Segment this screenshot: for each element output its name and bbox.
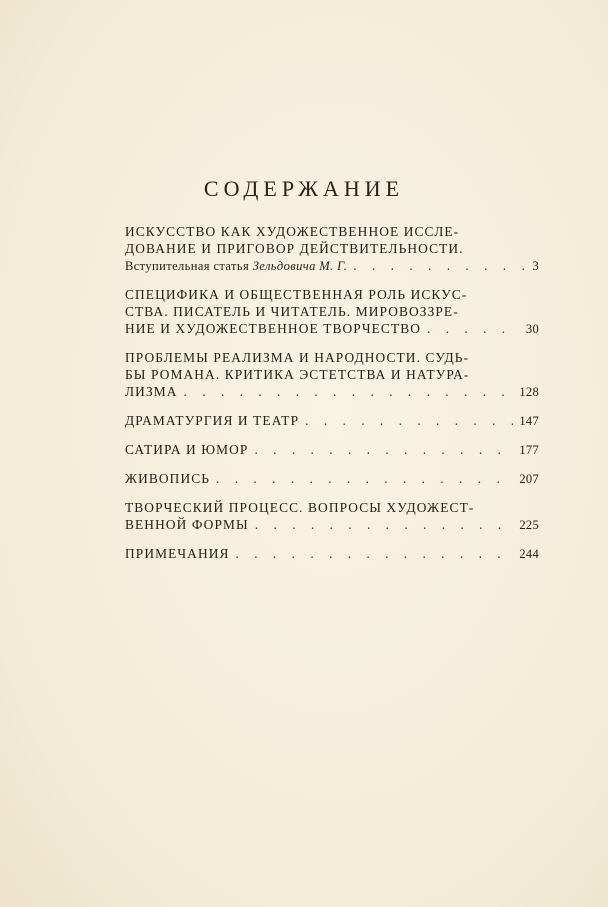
leader-dots (255, 516, 514, 533)
toc-entry-line: ВЕННОЙ ФОРМЫ (125, 517, 249, 532)
toc-page-number: 3 (532, 259, 539, 273)
toc-entry-line: ЛИЗМА (125, 384, 178, 399)
toc-page-number: 147 (519, 414, 539, 428)
toc-page-number: 177 (519, 443, 539, 457)
table-of-contents (125, 222, 539, 573)
leader-dots (216, 470, 513, 487)
leader-dots (427, 320, 520, 337)
toc-entry-line: ДОВАНИЕ И ПРИГОВОР ДЕЙСТВИТЕЛЬНОСТИ. (125, 241, 464, 256)
leader-dots (353, 257, 526, 274)
toc-entry-line: СТВА. ПИСАТЕЛЬ И ЧИТАТЕЛЬ. МИРОВОЗЗРЕ- (125, 304, 459, 319)
toc-entry-subtitle: Вступительная статья Зельдовича М. Г. (125, 259, 348, 273)
leader-dots (184, 383, 514, 400)
toc-page-number: 128 (519, 385, 539, 399)
toc-entry-line: ЖИВОПИСЬ (125, 471, 211, 486)
toc-entry-line: ПРОБЛЕМЫ РЕАЛИЗМА И НАРОДНОСТИ. СУДЬ- (125, 350, 470, 365)
toc-page-number: 244 (519, 547, 539, 561)
toc-entry-author: Зельдовича М. Г. (252, 259, 348, 273)
toc-page-number: 207 (519, 472, 539, 486)
leader-dots (305, 412, 513, 429)
toc-page-number: 30 (525, 322, 539, 336)
toc-entry-3[interactable] (125, 348, 539, 401)
leader-dots (236, 545, 514, 562)
toc-entry-line: НИЕ И ХУДОЖЕСТВЕННОЕ ТВОРЧЕСТВО (125, 321, 422, 336)
toc-entry-line: ИСКУССТВО КАК ХУДОЖЕСТВЕННОЕ ИССЛЕ- (125, 224, 460, 239)
toc-entry-2[interactable] (125, 285, 539, 338)
page-title: СОДЕРЖАНИЕ (203, 176, 405, 201)
toc-entry-8[interactable] (125, 544, 539, 563)
toc-entry-6[interactable] (125, 469, 539, 488)
toc-entry-line: ДРАМАТУРГИЯ И ТЕАТР (125, 413, 300, 428)
toc-page-number: 225 (519, 518, 539, 532)
toc-entry-line: БЫ РОМАНА. КРИТИКА ЭСТЕТСТВА И НАТУРА- (125, 367, 470, 382)
toc-entry-1[interactable] (125, 222, 539, 275)
toc-entry-5[interactable] (125, 440, 539, 459)
leader-dots (254, 441, 513, 458)
toc-entry-line: САТИРА И ЮМОР (125, 442, 249, 457)
toc-entry-line: СПЕЦИФИКА И ОБЩЕСТВЕННАЯ РОЛЬ ИСКУС- (125, 287, 468, 302)
toc-entry-line: ПРИМЕЧАНИЯ (125, 546, 230, 561)
toc-entry-7[interactable] (125, 498, 539, 534)
toc-entry-line: ТВОРЧЕСКИЙ ПРОЦЕСС. ВОПРОСЫ ХУДОЖЕСТ- (125, 500, 475, 515)
toc-entry-4[interactable] (125, 411, 539, 430)
